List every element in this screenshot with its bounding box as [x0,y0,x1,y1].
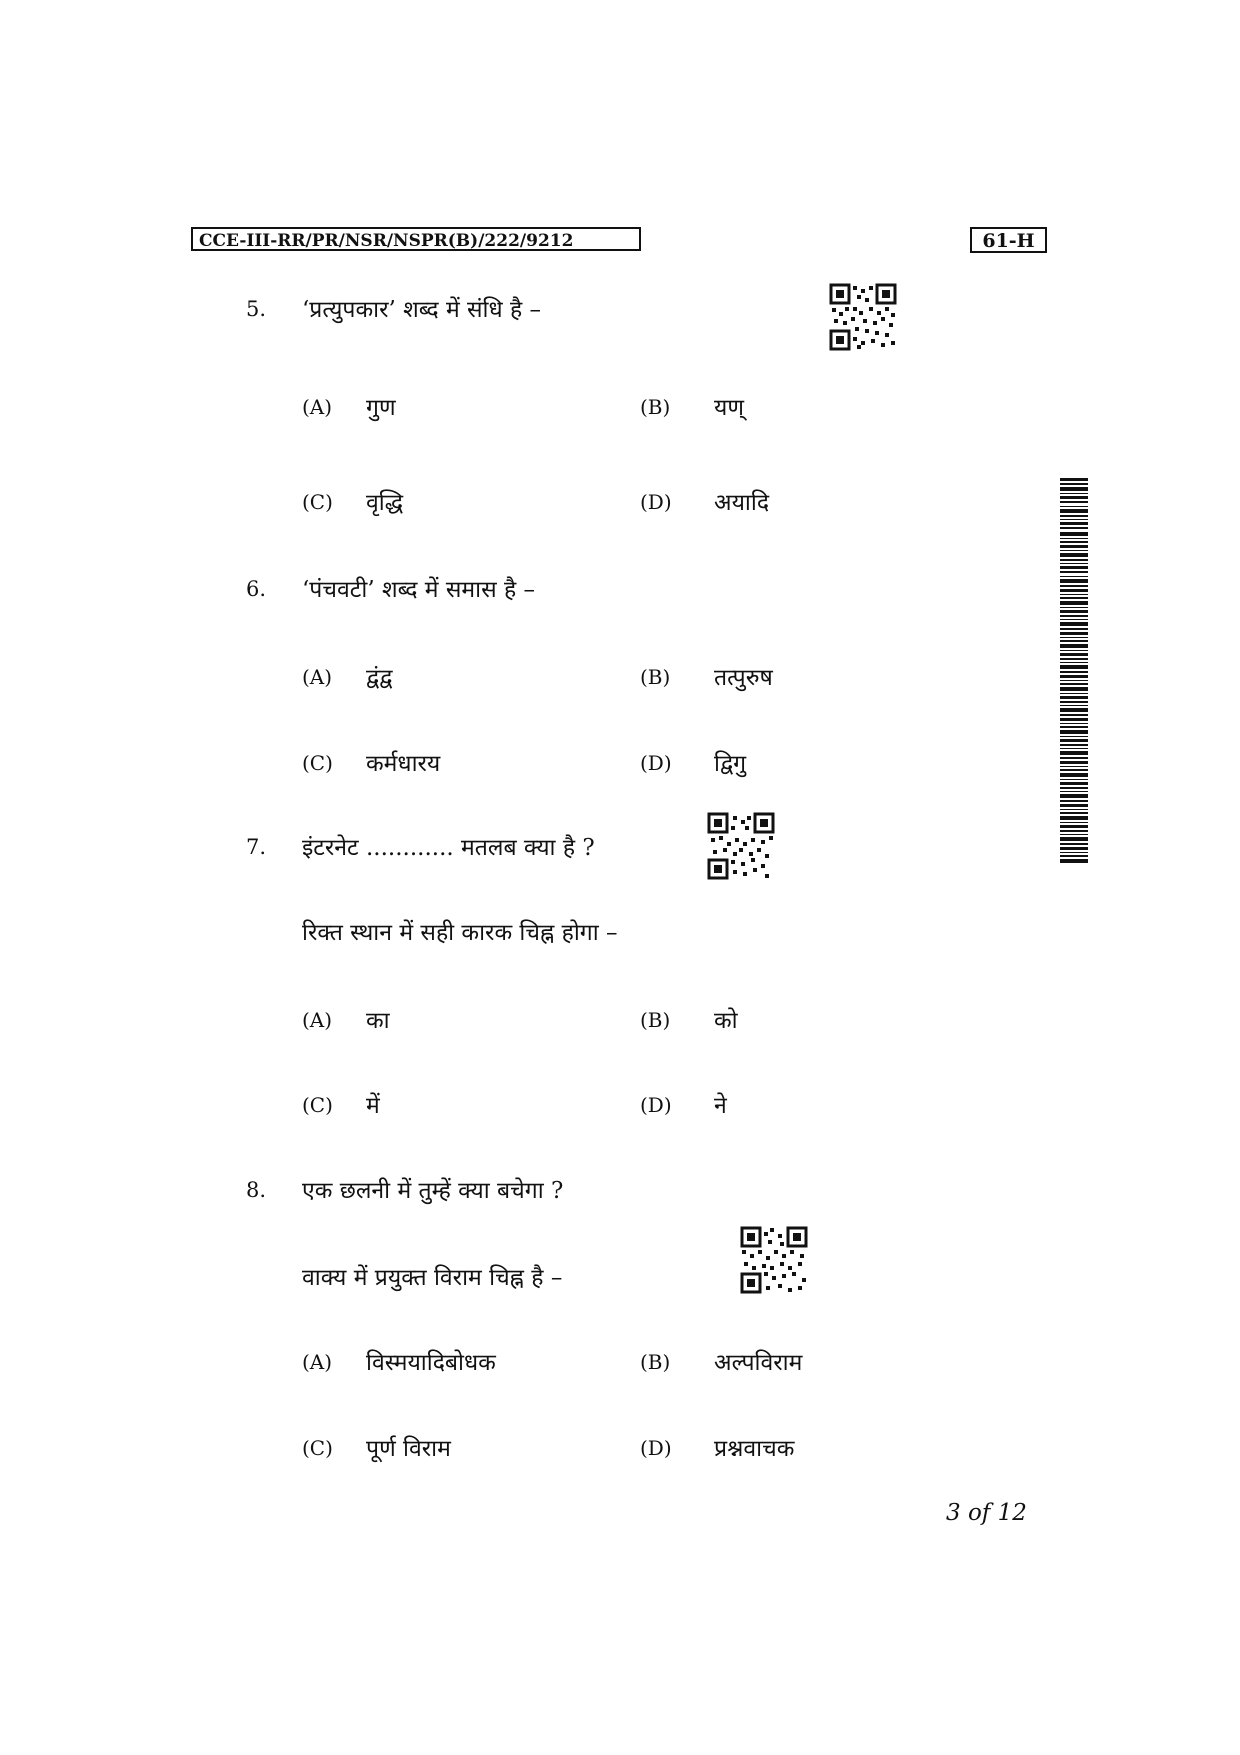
option-label: (A) [302,1350,333,1374]
question-text: इंटरनेट ............ मतलब क्या है ? [302,835,595,861]
barcode-icon [1060,478,1088,863]
option-text: का [366,1008,390,1034]
question-number: 8. [246,1178,267,1202]
option-text: पूर्ण विराम [366,1436,451,1462]
option-label: (C) [302,1093,333,1117]
question-text: ‘प्रत्युपकार’ शब्द में संधि है – [302,297,541,323]
question-number: 6. [246,577,267,601]
option-label: (A) [302,665,333,689]
question-text: एक छलनी में तुम्हें क्या बचेगा ? [302,1178,564,1204]
option-label: (D) [640,1093,672,1117]
option-text: द्विगु [714,751,747,777]
question-text: वाक्य में प्रयुक्त विराम चिह्न है – [302,1265,563,1291]
option-label: (D) [640,1436,672,1460]
option-text: ने [714,1093,727,1119]
option-label: (A) [302,1008,333,1032]
question-text: रिक्त स्थान में सही कारक चिह्न होगा – [302,920,618,946]
question-number: 5. [246,297,267,321]
option-label: (B) [640,1008,671,1032]
option-text: गुण [366,395,396,421]
qr-code-icon [707,812,775,880]
paper-id: 61-H [970,227,1047,253]
question-text: ‘पंचवटी’ शब्द में समास है – [302,577,535,603]
option-label: (C) [302,751,333,775]
option-label: (D) [640,490,672,514]
option-text: तत्पुरुष [714,665,773,691]
question-number: 7. [246,835,267,859]
option-label: (C) [302,1436,333,1460]
option-label: (A) [302,395,333,419]
qr-code-icon [740,1226,808,1294]
option-text: अयादि [714,490,770,516]
option-text: को [714,1008,738,1034]
option-label: (B) [640,395,671,419]
option-text: प्रश्नवाचक [714,1436,795,1462]
exam-code: CCE-III-RR/PR/NSR/NSPR(B)/222/9212 [191,227,641,251]
option-label: (C) [302,490,333,514]
qr-code-icon [829,283,897,351]
option-label: (D) [640,751,672,775]
page-number: 3 of 12 [946,1500,1027,1526]
option-text: कर्मधारय [366,751,441,777]
option-text: अल्पविराम [714,1350,803,1376]
option-text: यण् [714,395,744,421]
option-text: द्वंद्व [366,665,393,691]
option-text: विस्मयादिबोधक [366,1350,496,1376]
option-text: में [366,1093,380,1119]
option-label: (B) [640,665,671,689]
option-text: वृद्धि [366,490,404,516]
option-label: (B) [640,1350,671,1374]
